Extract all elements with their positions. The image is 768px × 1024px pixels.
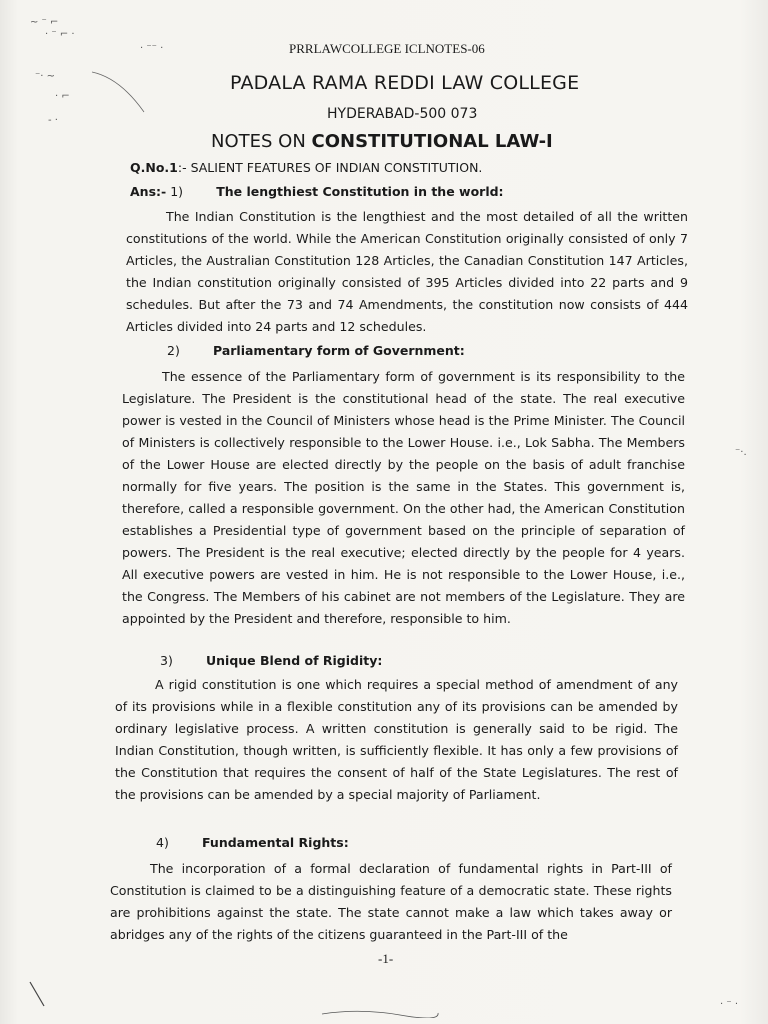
question-label: Q.No.1 xyxy=(130,160,178,175)
section-heading-line xyxy=(167,343,465,359)
section-heading: Unique Blend of Rigidity: xyxy=(206,653,383,668)
paragraph-text: The Indian Constitution is the lengthiest and the most detailed of all the written constitutions of the world. While the American Constitution originally consisted of only 7 Articles, the Australian Constitution 128 Articles, the Canadian Constitution 147 Articles, the Indian constitution originally consisted of 395 Articles divided into 22 parts and 9 schedules. But after the 73 and 74 Amendments, the constitution now consists of 444 Articles divided into 24 parts and 12 schedules. xyxy=(126,209,688,334)
section-heading-line xyxy=(156,835,349,851)
scan-speck: · ⌐ xyxy=(55,91,70,102)
document-id: PRRLAWCOLLEGE ICLNOTES-06 xyxy=(289,41,485,56)
section-paragraph xyxy=(126,206,688,338)
paragraph-text: A rigid constitution is one which requires a special method of amendment of any of its provisions while in a flexible constitution any of its provisions can be amended by ordinary legislative process. A written constitution is generally said to be rigid. The Indian Constitution, though written, is sufficiently flexible. It has only a few provisions of the Constitution that requires the consent of half of the State Legislatures. The rest of the provisions can be amended by a special majority of Parliament. xyxy=(115,677,678,802)
scan-margin-mark xyxy=(90,68,150,118)
scan-speck: ⁻·. xyxy=(735,447,747,458)
scan-speck: ~ ⁻ ⌐ xyxy=(30,17,59,28)
question-text: :- SALIENT FEATURES OF INDIAN CONSTITUTION. xyxy=(177,160,483,175)
notes-title xyxy=(211,131,553,152)
scan-speck: · ⁻⁻ · xyxy=(140,43,164,54)
section-paragraph xyxy=(122,366,685,630)
section-heading: Parliamentary form of Government: xyxy=(213,343,465,358)
answer-line xyxy=(130,184,504,200)
scan-speck: · ⁻ · xyxy=(720,999,738,1010)
section-number: 1) xyxy=(170,184,184,199)
section-number: 2) xyxy=(167,343,180,358)
answer-label: Ans:- xyxy=(130,184,167,199)
college-name: PADALA RAMA REDDI LAW COLLEGE xyxy=(230,72,580,94)
section-paragraph xyxy=(110,858,672,946)
notes-subject: CONSTITUTIONAL LAW-I xyxy=(311,131,553,152)
scan-speck: - · xyxy=(48,115,58,126)
college-city: HYDERABAD-500 073 xyxy=(327,106,478,122)
page-number: -1- xyxy=(378,951,394,966)
scan-margin-mark xyxy=(28,980,48,1010)
paragraph-text: The essence of the Parliamentary form of government is its responsibility to the Legislature. The President is the constitutional head of the state. The real executive power is vested in the Council of Ministers whose head is the Prime Minister. The Council of Ministers is collectively responsible to the Lower House. i.e., Lok Sabha. The Members of the Lower House are elected directly by the people on the basis of adult franchise normally for five years. The position is the same in the States. This government is, therefore, called a responsible government. On the other had, the American Constitution establishes a Presidential type of government based on the principle of separation of powers. The President is the real executive; elected directly by the people for 4 years. All executive powers are vested in him. He is not responsible to the Lower House, i.e., the Congress. The Members of his cabinet are not members of the Legislature. They are appointed by the President and therefore, responsible to him. xyxy=(122,369,685,626)
section-heading-line xyxy=(160,653,382,669)
scan-speck: · ⁻ ⌐ · xyxy=(45,29,75,40)
section-paragraph xyxy=(115,674,678,806)
paragraph-text: The incorporation of a formal declaration of fundamental rights in Part-III of Constitution is claimed to be a distinguishing feature of a democratic state. These rights are prohibitions against the state. The state cannot make a law which takes away or abridges any of the rights of the citizens guaranteed in the Part-III of the xyxy=(110,861,672,942)
section-number: 4) xyxy=(156,835,169,850)
scan-speck: ⁻· ~ xyxy=(35,71,56,82)
section-heading: The lengthiest Constitution in the world: xyxy=(216,184,504,199)
notes-prefix: NOTES ON xyxy=(211,131,306,152)
question-line xyxy=(130,160,482,176)
section-number: 3) xyxy=(160,653,173,668)
scan-margin-mark xyxy=(320,1008,440,1018)
section-heading: Fundamental Rights: xyxy=(202,835,349,850)
